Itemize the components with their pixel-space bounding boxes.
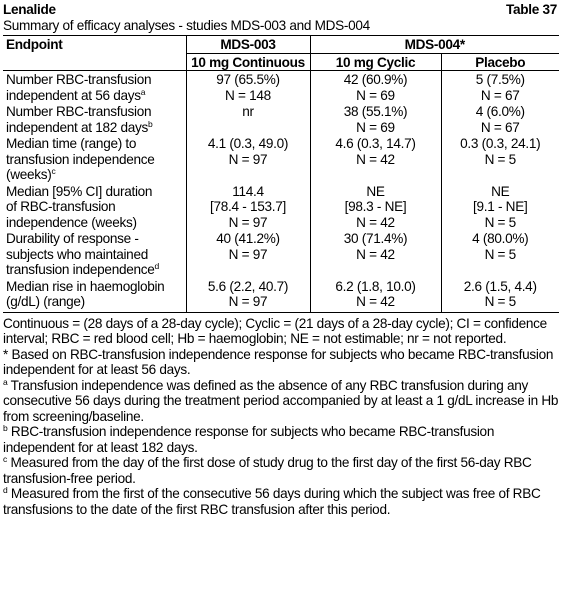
value-cell	[441, 135, 559, 183]
value-text: N = 5	[484, 246, 516, 262]
endpoint-text: (weeks)	[6, 167, 52, 182]
value-text: 4 (6.0%)	[475, 104, 525, 119]
table-number: Table 37	[506, 2, 557, 17]
endpoint-text: transfusion independence	[6, 262, 155, 277]
value-text: 5 (7.5%)	[475, 72, 525, 87]
efficacy-table	[3, 35, 559, 313]
value-text: 4 (80.0%)	[472, 231, 529, 246]
header-cyclic: 10 mg Cyclic	[310, 53, 441, 71]
value-cell	[186, 71, 310, 104]
value-text: NE	[491, 183, 510, 199]
endpoint-text: independence (weeks)	[6, 214, 137, 230]
table-row	[3, 71, 559, 104]
value-text: 4.1 (0.3, 49.0)	[207, 136, 289, 151]
endpoint-text: subjects who maintained	[6, 246, 148, 262]
value-cell	[310, 183, 441, 231]
header-mds003: MDS-003	[186, 36, 310, 54]
endpoint-text: (g/dL) (range)	[6, 294, 85, 309]
endpoint-cell	[3, 230, 186, 278]
value-text: 30 (71.4%)	[343, 231, 408, 246]
footnote-mark: b	[3, 423, 8, 433]
value-text: N = 42	[356, 214, 395, 230]
value-text: N = 5	[484, 294, 516, 309]
value-text: 40 (41.2%)	[216, 231, 280, 246]
value-cell	[186, 135, 310, 183]
value-text: N = 97	[228, 214, 268, 230]
value-cell	[310, 278, 441, 313]
value-cell	[186, 278, 310, 313]
endpoint-text: Median time (range) to	[6, 136, 137, 151]
endpoint-cell	[3, 103, 186, 135]
value-text: N = 69	[356, 119, 395, 135]
header-endpoint: Endpoint	[3, 36, 186, 71]
value-text: 6.2 (1.8, 10.0)	[335, 278, 416, 294]
header-mds004: MDS-004*	[310, 36, 559, 54]
value-text: [9.1 - NE]	[473, 199, 528, 214]
value-text: N = 69	[356, 87, 395, 103]
endpoint-text: Durability of response -	[6, 231, 139, 246]
footnote-text: Measured from the day of the first dose of study drug to the first day of the first 56-day RBC transfusion-free period.	[3, 455, 532, 486]
value-text: 4.6 (0.3, 14.7)	[335, 136, 416, 151]
value-text: N = 67	[480, 87, 520, 103]
value-text: N = 42	[356, 246, 395, 262]
value-text: N = 42	[356, 151, 395, 167]
value-text: 0.3 (0.3, 24.1)	[460, 136, 541, 151]
value-text: N = 97	[228, 294, 268, 309]
table-row	[3, 230, 559, 278]
value-text: N = 67	[480, 119, 520, 135]
endpoint-text: independent at 182 days	[6, 119, 149, 135]
table-subtitle: Summary of efficacy analyses - studies MDS-003 and MDS-004	[3, 17, 370, 33]
value-text: N = 5	[484, 151, 516, 167]
table-body	[3, 71, 559, 313]
footnote-definitions: Continuous = (28 days of a 28-day cycle); Cyclic = (21 days of a 28-day cycle); CI = confidence interval; RBC = red blood cell; Hb = haemoglobin; NE = not estimable; nr = not reported.	[3, 315, 547, 346]
footnote-text: RBC-transfusion independence response for subjects who became RBC-transfusion independent for at least 182 days.	[3, 424, 495, 455]
endpoint-text: of RBC-transfusion	[6, 199, 116, 214]
value-cell	[310, 230, 441, 278]
value-cell	[310, 103, 441, 135]
endpoint-text: independent at 56 days	[6, 87, 141, 103]
value-text: N = 148	[225, 87, 271, 103]
value-text: nr	[242, 104, 254, 119]
value-text: 38 (55.1%)	[343, 104, 408, 119]
value-cell	[310, 135, 441, 183]
table-header	[3, 2, 559, 18]
footnote-mark: a	[3, 376, 8, 387]
footnote-d	[3, 486, 559, 517]
value-text: N = 5	[484, 214, 516, 230]
value-cell	[441, 71, 559, 104]
value-text: 97 (65.5%)	[216, 72, 280, 87]
footnote-ref: b	[148, 118, 153, 129]
value-cell	[441, 183, 559, 231]
header-continuous: 10 mg Continuous	[186, 53, 310, 71]
endpoint-cell	[3, 183, 186, 231]
footnote-ref: a	[140, 86, 146, 97]
value-cell	[441, 230, 559, 278]
footnote-ref: d	[154, 261, 159, 271]
header-placebo: Placebo	[441, 53, 559, 71]
value-text: N = 42	[356, 294, 395, 309]
value-cell	[186, 183, 310, 231]
value-cell	[441, 278, 559, 313]
drug-name: Lenalide	[3, 2, 56, 17]
footnote-star: * Based on RBC-transfusion independence response for subjects who became RBC-transfusion independent for at least 56 days.	[3, 346, 554, 377]
footnote-a	[3, 378, 559, 425]
footnote-mark: d	[3, 485, 8, 495]
footnote-c	[3, 455, 559, 486]
value-cell	[186, 103, 310, 135]
value-text: 5.6 (2.2, 40.7)	[207, 278, 289, 294]
table-row	[3, 103, 559, 135]
value-text: 42 (60.9%)	[343, 72, 408, 87]
footnote-ref: c	[51, 166, 56, 176]
table-row	[3, 183, 559, 231]
value-cell	[441, 103, 559, 135]
footnote-text: Transfusion independence was defined as the absence of any RBC transfusion during any consecutive 56 days during the treatment period accompanied by at least a 1 g/dL increase in Hb from screening/baseline.	[3, 377, 559, 424]
value-text: 114.4	[232, 183, 264, 199]
value-cell	[186, 230, 310, 278]
endpoint-cell	[3, 135, 186, 183]
table-row	[3, 278, 559, 313]
value-text: 2.6 (1.5, 4.4)	[463, 278, 537, 294]
endpoint-text: transfusion independence	[6, 151, 155, 167]
table-row	[3, 135, 559, 183]
value-text: [78.4 - 153.7]	[210, 199, 286, 214]
value-text: N = 97	[228, 151, 268, 167]
endpoint-cell	[3, 71, 186, 104]
footnote-mark: c	[3, 454, 7, 464]
endpoint-text: Median rise in haemoglobin	[6, 278, 165, 294]
endpoint-text: Number RBC-transfusion	[6, 72, 152, 87]
endpoint-text: Median [95% CI] duration	[6, 183, 153, 199]
footnotes	[3, 316, 559, 518]
footnote-b	[3, 424, 559, 455]
endpoint-text: Number RBC-transfusion	[6, 104, 152, 119]
value-cell	[310, 71, 441, 104]
value-text: NE	[366, 183, 385, 199]
footnote-text: Measured from the first of the consecutive 56 days during which the subject was free of RBC transfusions to the date of the first RBC transfusion after this period.	[3, 486, 541, 517]
endpoint-cell	[3, 278, 186, 313]
value-text: N = 97	[228, 246, 268, 262]
value-text: [98.3 - NE]	[344, 199, 407, 214]
